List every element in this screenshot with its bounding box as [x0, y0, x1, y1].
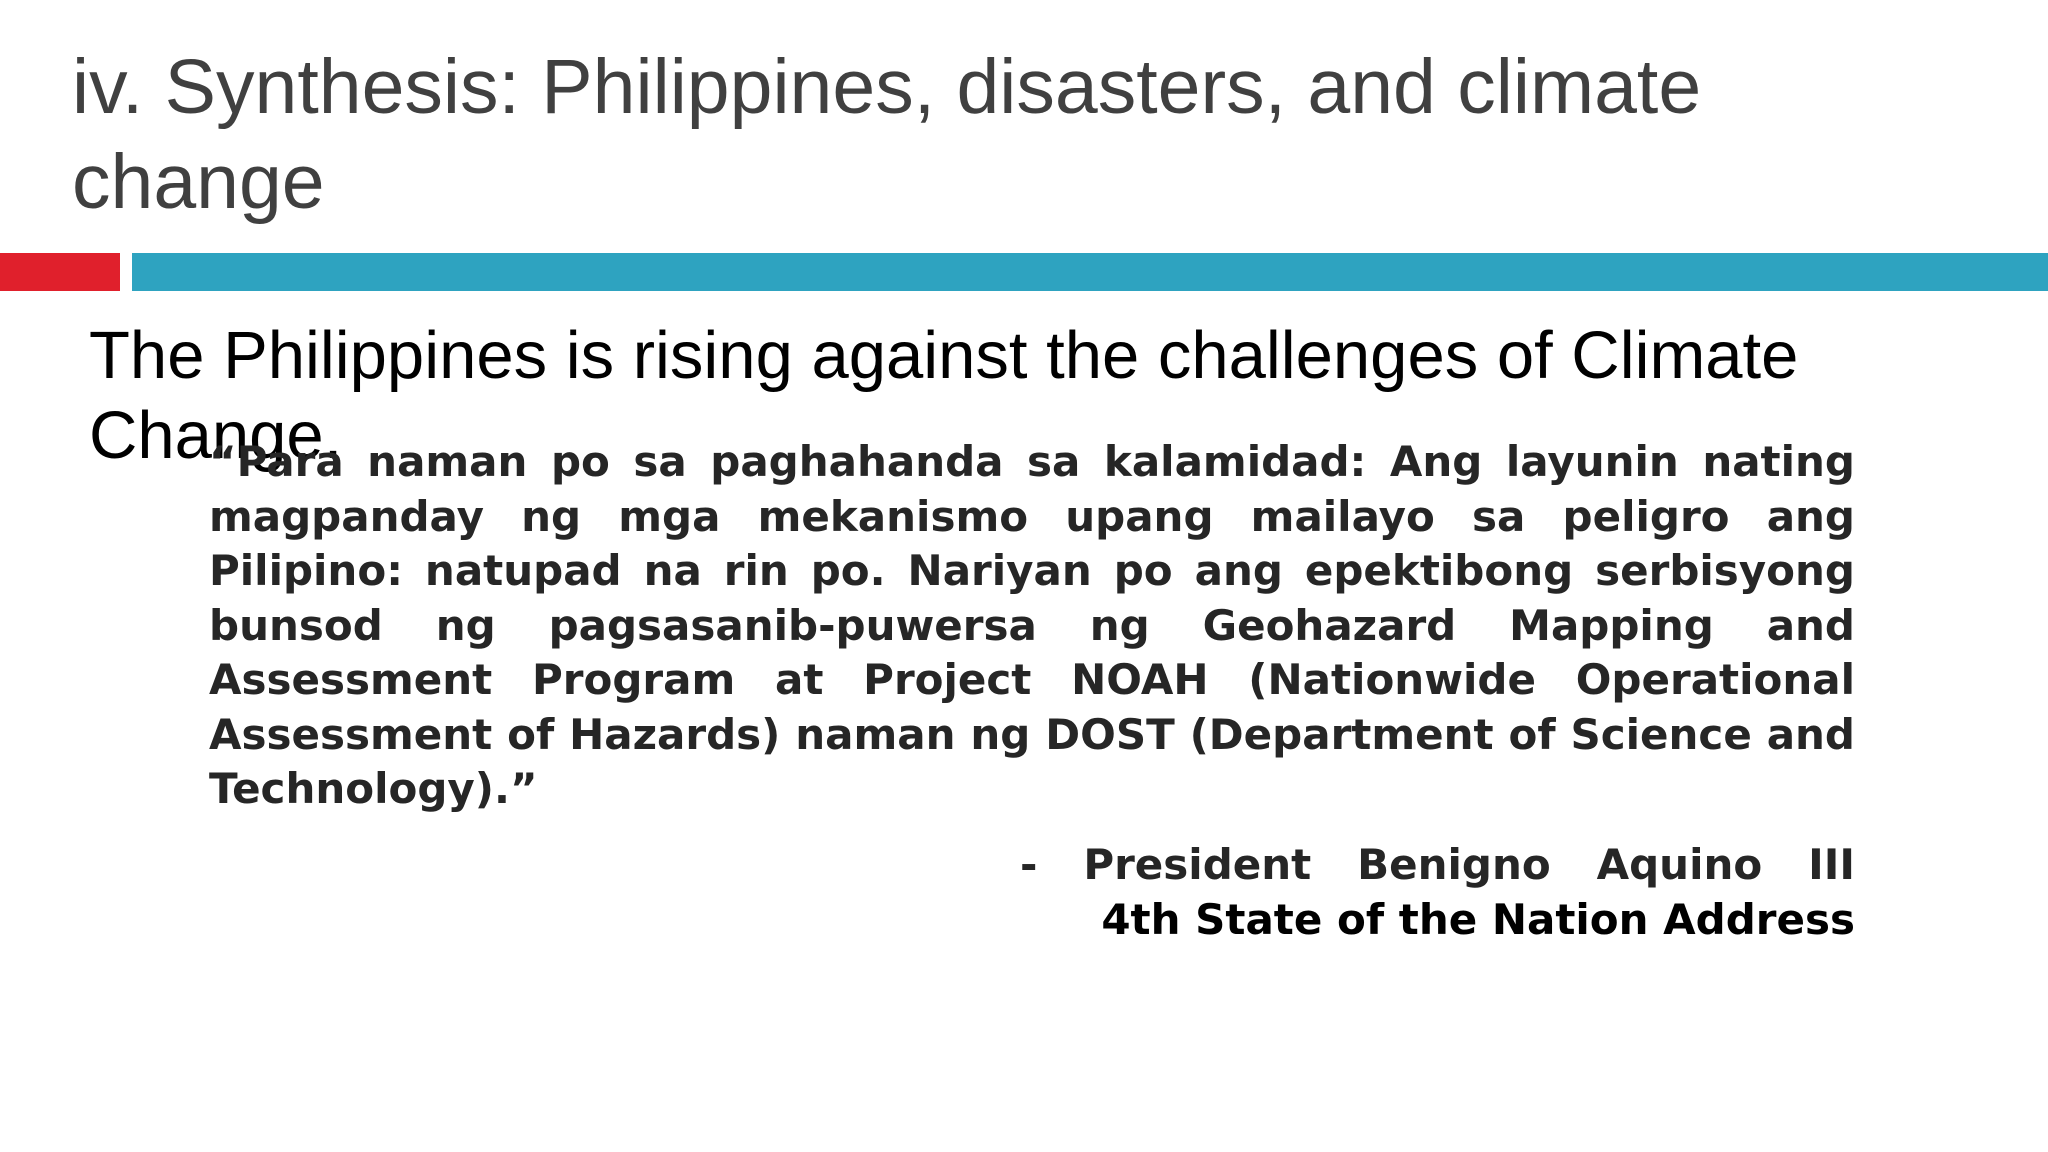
- slide-subtitle: The Philippines is rising against the challenges of Climate Change.: [89, 318, 1799, 473]
- attribution-dash: -: [1020, 840, 1038, 889]
- accent-bar-red: [0, 253, 120, 291]
- accent-bar-teal: [132, 253, 2048, 291]
- attribution-word: Benigno: [1357, 840, 1551, 889]
- attribution-word: Aquino: [1596, 840, 1763, 889]
- attribution-speaker: [1020, 838, 1855, 893]
- attribution-word: President: [1083, 840, 1312, 889]
- attribution-event: 4th State of the Nation Address: [1101, 894, 1855, 944]
- slide-title: iv. Synthesis: Philippines, disasters, and climate change: [72, 44, 1702, 225]
- attribution: [1020, 838, 1855, 947]
- quote-text: “Para naman po sa paghahanda sa kalamidad: Ang layunin nating magpanday ng mga mekanismo upang mailayo sa peligro ang Pilipino: natupad na rin po. Nariyan po ang epektibong serbisyong bunsod ng pagsasanib-puwersa ng Geohazard Mapping and Assessment Program at Project NOAH (Nationwide Operational Assessment of Hazards) naman ng DOST (Department of Science and Technology).”: [209, 437, 1855, 813]
- attribution-word: III: [1808, 840, 1855, 889]
